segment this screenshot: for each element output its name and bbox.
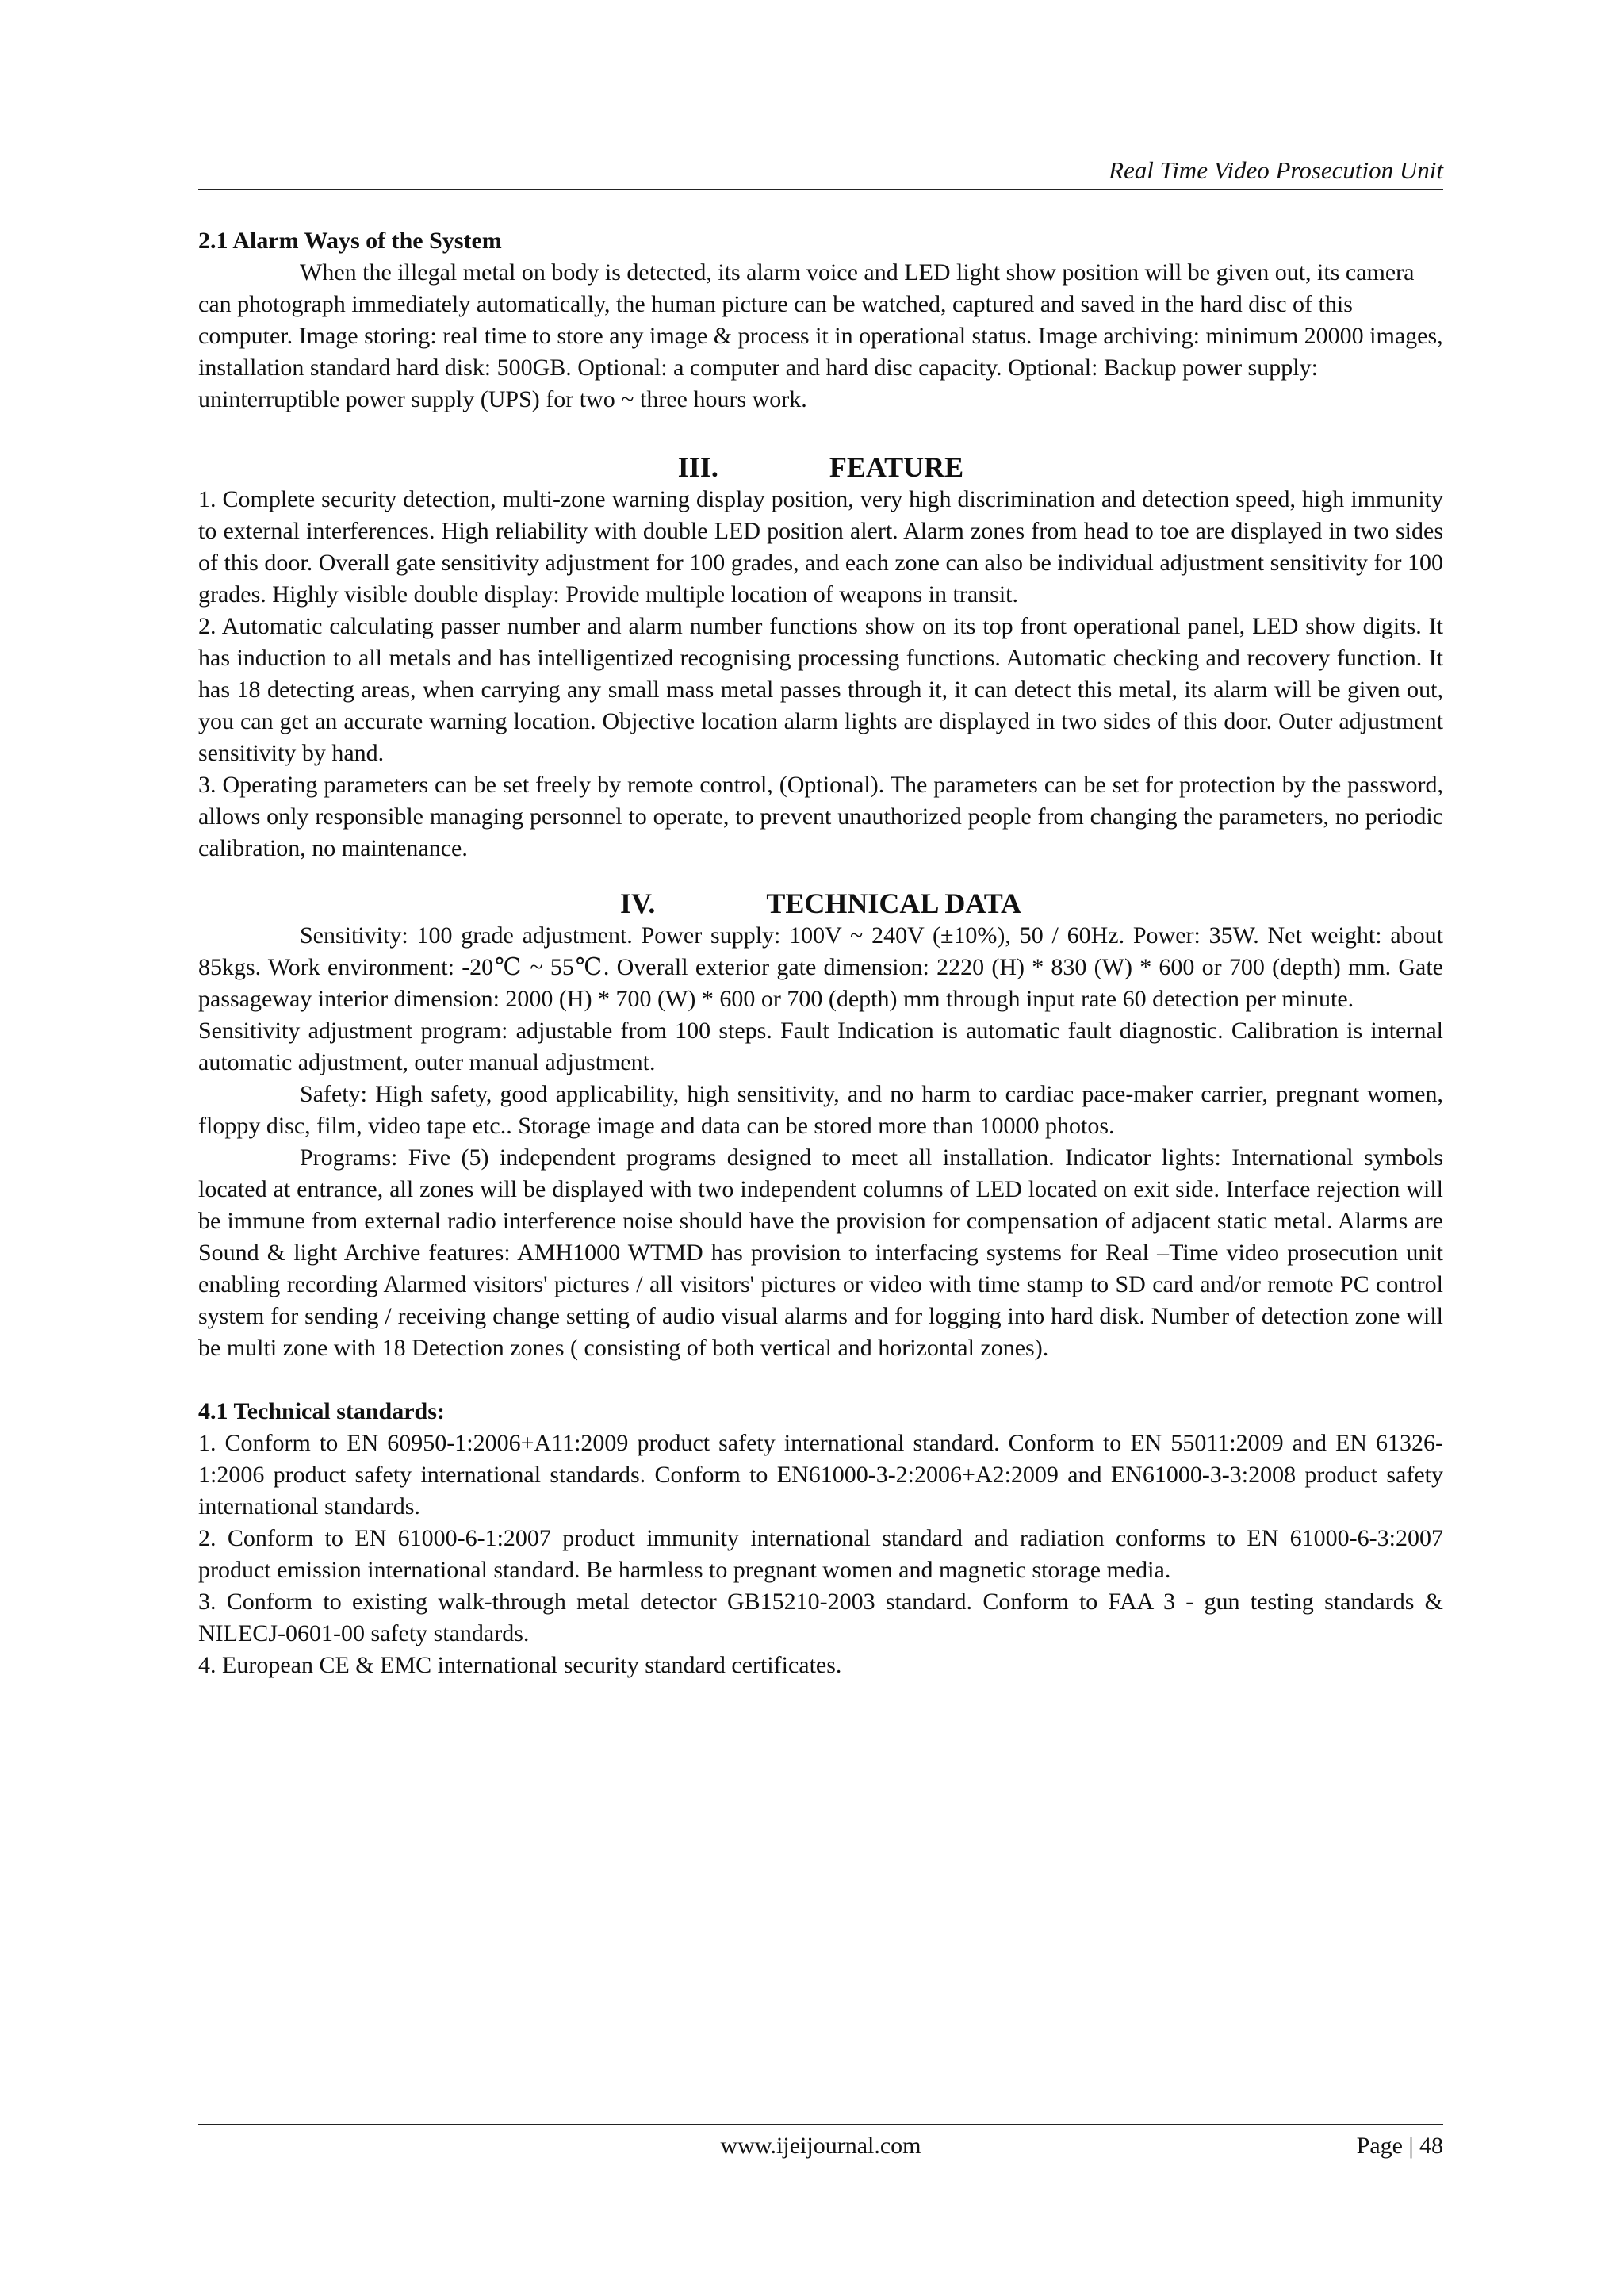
tech-programs-paragraph: Programs: Five (5) independent programs designed to meet all installation. Indicator lights: International symbols located at entrance, all zones will be displayed with two independent columns of LED located on exit side. Interface rejection will be immune from external radio interference noise should have the provision for compensation of adjacent static metal. Alarms are Sound & light Archive features: AMH1000 WTMD has provision to interfacing systems for Real –Time video prosecution unit enabling recording Alarmed visitors' pictures / all visitors' pictures or video with time stamp to SD card and/or remote PC control system for sending / receiving change setting of audio visual alarms and for logging into hard disk. Number of detection zone will be multi zone with 18 Detection zones ( consisting of both vertical and horizontal zones).	[198, 1144, 1443, 1361]
section-3-title: FEATURE	[829, 451, 964, 483]
section-4-number: IV.	[619, 887, 656, 919]
spacer	[198, 1364, 1443, 1396]
journal-url: www.ijeijournal.com	[720, 2133, 921, 2159]
spacer	[198, 864, 1443, 887]
tech-adjustment-paragraph: Sensitivity adjustment program: adjustable from 100 steps. Fault Indication is automatic fault diagnostic. Calibration is internal automatic adjustment, outer manual adjustment.	[198, 1018, 1443, 1075]
section-4-title: TECHNICAL DATA	[766, 887, 1022, 919]
section-2-1-paragraph: When the illegal metal on body is detected, its alarm voice and LED light show position will be given out, its camera can photograph immediately automatically, the human picture can be watched, captured and saved in the hard disc of this computer. Image storing: real time to store any image & process it in operational status. Image archiving: minimum 20000 images, installation standard hard disk: 500GB. Optional: a computer and hard disc capacity. Optional: Backup power supply: uninterruptible power supply (UPS) for two ~ three hours work.	[198, 259, 1443, 412]
page-number: Page | 48	[1356, 2133, 1443, 2159]
standards-item-4: 4. European CE & EMC international security standard certificates.	[198, 1652, 842, 1678]
feature-item-3: 3. Operating parameters can be set freely by remote control, (Optional). The parameters can be set for protection by the password, allows only responsible managing personnel to operate, to prevent unauthorized people from changing the parameters, no periodic calibration, no maintenance.	[198, 772, 1443, 861]
section-4-heading	[198, 887, 1443, 920]
tech-safety-paragraph: Safety: High safety, good applicability, high sensitivity, and no harm to cardiac pace-maker carrier, pregnant women, floppy disc, film, video tape etc.. Storage image and data can be stored more than 10000 photos.	[198, 1081, 1443, 1139]
section-3-number: III.	[677, 451, 718, 483]
running-title: Real Time Video Prosecution Unit	[1109, 156, 1443, 184]
page-body	[198, 225, 1443, 1681]
section-4-1-heading: 4.1 Technical standards:	[198, 1398, 445, 1424]
spacer	[198, 416, 1443, 450]
standards-item-3: 3. Conform to existing walk-through metal detector GB15210-2003 standard. Conform to FAA 3 - gun testing standards & NILECJ-0601-00 safety standards.	[198, 1589, 1443, 1646]
feature-item-1: 1. Complete security detection, multi-zone warning display position, very high discrimination and detection speed, high immunity to external interferences. High reliability with double LED position alert. Alarm zones from head to toe are displayed in two sides of this door. Overall gate sensitivity adjustment for 100 grades, and each zone can also be individual adjustment sensitivity for 100 grades. Highly visible double display: Provide multiple location of weapons in transit.	[198, 486, 1443, 608]
tech-sensitivity-paragraph: Sensitivity: 100 grade adjustment. Power supply: 100V ~ 240V (±10%), 50 / 60Hz. Power: 35W. Net weight: about 85kgs. Work environment: -20℃ ~ 55℃. Overall exterior gate dimension: 2220 (H) * 830 (W) * 600 or 700 (depth) mm. Gate passageway interior dimension: 2000 (H) * 700 (W) * 600 or 700 (depth) mm through input rate 60 detection per minute.	[198, 922, 1443, 1012]
header-rule	[198, 189, 1443, 190]
standards-item-2: 2. Conform to EN 61000-6-1:2007 product immunity international standard and radiation conforms to EN 61000-6-3:2007 product emission international standard. Be harmless to pregnant women and magnetic storage media.	[198, 1525, 1443, 1583]
standards-item-1: 1. Conform to EN 60950-1:2006+A11:2009 product safety international standard. Conform to EN 55011:2009 and EN 61326-1:2006 product safety international standards. Conform to EN61000-3-2:2006+A2:2009 and EN61000-3-3:2008 product safety international standards.	[198, 1430, 1443, 1520]
footer-rule	[198, 2124, 1443, 2125]
section-2-1-heading: 2.1 Alarm Ways of the System	[198, 228, 502, 254]
feature-item-2: 2. Automatic calculating passer number and alarm number functions show on its top front operational panel, LED show digits. It has induction to all metals and has intelligentized recognising processing functions. Automatic checking and recovery function. It has 18 detecting areas, when carrying any small mass metal passes through it, it can detect this metal, its alarm will be given out, you can get an accurate warning location. Objective location alarm lights are displayed in two sides of this door. Outer adjustment sensitivity by hand.	[198, 613, 1443, 766]
section-3-heading	[198, 450, 1443, 484]
